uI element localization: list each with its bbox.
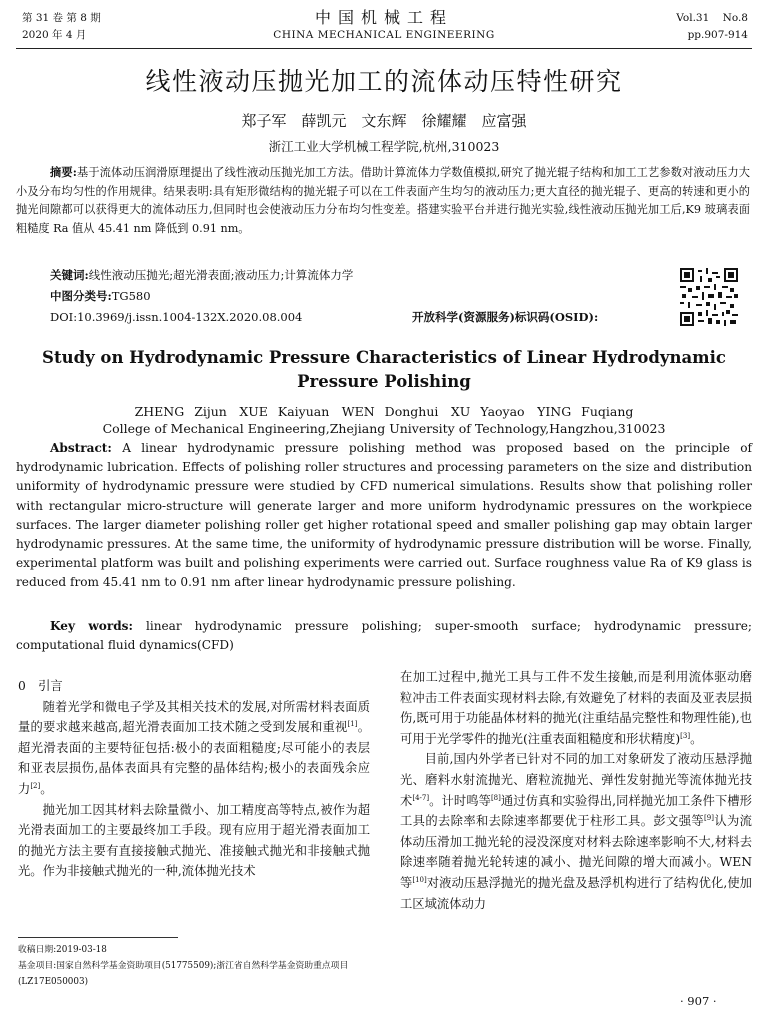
header-journal [0,8,768,43]
journal-name-cn: 中国机械工程 [314,8,453,27]
paragraph: 抛光加工因其材料去除量微小、加工精度高等特点,被作为超光滑表面加工的主要最终加工手段。现有应用于超光滑表面加工的抛光方法主要有直接接触式抛光、准接触式抛光和非接触式抛光。作为非接触式抛光的一种,流体抛光技术 [18,802,370,879]
citation[interactable]: [2] [30,781,41,790]
header-issue: Vol.31 No.8 pp.907-914 [676,12,748,41]
citation[interactable]: [3] [680,731,691,740]
header-volume: 第 31 卷 第 8 期 2020 年 4 月 [22,12,101,41]
citation[interactable]: [9] [704,814,714,823]
title-en: Study on Hydrodynamic Pressure Characteristics of Linear Hydrodynamic Pressure Polishing [42,348,726,391]
paragraph: 在加工过程中,抛光工具与工件不发生接触,而是利用流体驱动磨粒冲击工件表面实现材料去除,有效避免了材料的表面及亚表层损伤,既可用于功能晶体材料的抛光(注重结晶完整性和物理性能),也可用于光学零件的抛光(注重表面粗糙度和形状精度)[3]。 [400,670,752,746]
journal-name-en: CHINA MECHANICAL ENGINEERING [273,29,495,41]
affiliation-en: College of Mechanical Engineering,Zhejiang University of Technology,Hangzhou,310023 [102,421,666,436]
affiliation-cn: 浙江工业大学机械工程学院,杭州,310023 [268,139,500,154]
citation[interactable]: [1] [347,720,358,729]
abstract-cn: 摘要:基于流体动压润滑原理提出了线性液动压抛光加工方法。借助计算流体力学数值模拟,研究了抛光辊子结构和加工工艺参数对液动压力大小及分布均匀性的作用规律。结果表明:具有矩形微结构的抛光辊子可以在工件表面产生均匀的液动压力;更大直径的抛光辊子、更高的转速和更小的抛光间隙都可以获得更大的流体动压力,但同时也会使液动压力分布均匀性变差。搭建实验平台并进行抛光实验,线性液动压抛光加工后,K9 玻璃表面粗糙度 Ra 值从 45.41 nm 降低到 0.91 nm。 [16,165,750,235]
citation[interactable]: [4-7] [412,793,430,802]
doi: DOI:10.3969/j.issn.1004-132X.2020.08.004 [50,310,303,324]
body-right-column [400,667,752,914]
authors-cn: 郑子军 薛凯元 文东辉 徐耀耀 应富强 [241,112,527,130]
qr-code-icon[interactable] [680,268,738,326]
header-rule [16,48,752,49]
citation[interactable]: [10] [412,875,427,884]
section-heading: 0 引言 [18,679,63,693]
osid-label: 开放科学(资源服务)标识码(OSID): [412,310,599,324]
footnote-rule [18,937,178,938]
abstract-en: Abstract: A linear hydrodynamic pressure polishing method was proposed based on the principle of hydrodynamic lubrication. Effects of polishing roller structures and processing parameters on the size and distribution uniformity of hydrodynamic pressure were studied by CFD numerical simulations. Results show that polishing roller with rectangular micro-structure will generate larger and more uniform hydrodynamic pressures on the workpiece surfaces. The larger diameter polishing roller get higher rotational speed and smaller polishing gap may obtain larger hydrodynamic pressures. At the same time, the uniformity of hydrodynamic pressure distribution will be worse. Finally, experimental platform was built and polishing experiments were carried out. Surface roughness value Ra of K9 glass is reduced from 45.41 nm to 0.91 nm after linear hydrodynamic pressure polishing. [16,441,752,590]
keywords-en: Key words: linear hydrodynamic pressure polishing; super-smooth surface; hydrodynamic pressure; computational fluid dynamics(CFD) [16,619,752,653]
keywords-cn: 关键词:线性液动压抛光;超光滑表面;液动压力;计算流体力学 [50,268,354,282]
footnote: 收稿日期:2019-03-18 基金项目:国家自然科学基金资助项目(51775509);浙江省自然科学基金资助重点项目(LZ17E050003) [18,945,349,987]
paragraph: 目前,国内外学者已针对不同的加工对象研发了液动压悬浮抛光、磨料水射流抛光、磨粒流抛光、弹性发射抛光等流体抛光技术[4-7]。计时鸣等[8]通过仿真和实验得出,同样抛光加工条件下槽形工具的去除率和去除速率都要优于柱形工具。彭文强等[9]认为流体动压滑加工抛光轮的浸没深度对材料去除速率影响不大,材料去除速率随着抛光轮转速的减小、抛光间隙的增大而减小。WEN 等[10]对液动压悬浮抛光的抛光盘及悬浮机构进行了结构优化,使加工区域流体动力 [400,752,752,911]
clc-number: 中图分类号:TG580 [50,289,151,303]
authors-en: ZHENG Zijun XUE Kaiyuan WEN Donghui XU Yaoyao YING Fuqiang [134,404,634,419]
body-left-column [18,676,370,882]
paragraph: 随着光学和微电子学及其相关技术的发展,对所需材料表面质量的要求越来越高,超光滑表面加工技术随之受到发展和重视[1]。超光滑表面的主要特征包括:极小的表面粗糙度;尽可能小的表层和亚表层损伤,晶体表面具有完整的晶体结构;极小的表面残余应力[2]。 [18,699,370,796]
page-number: · 907 · [680,994,717,1008]
citation[interactable]: [8] [490,793,501,802]
title-cn: 线性液动压抛光加工的流体动压特性研究 [145,67,623,96]
